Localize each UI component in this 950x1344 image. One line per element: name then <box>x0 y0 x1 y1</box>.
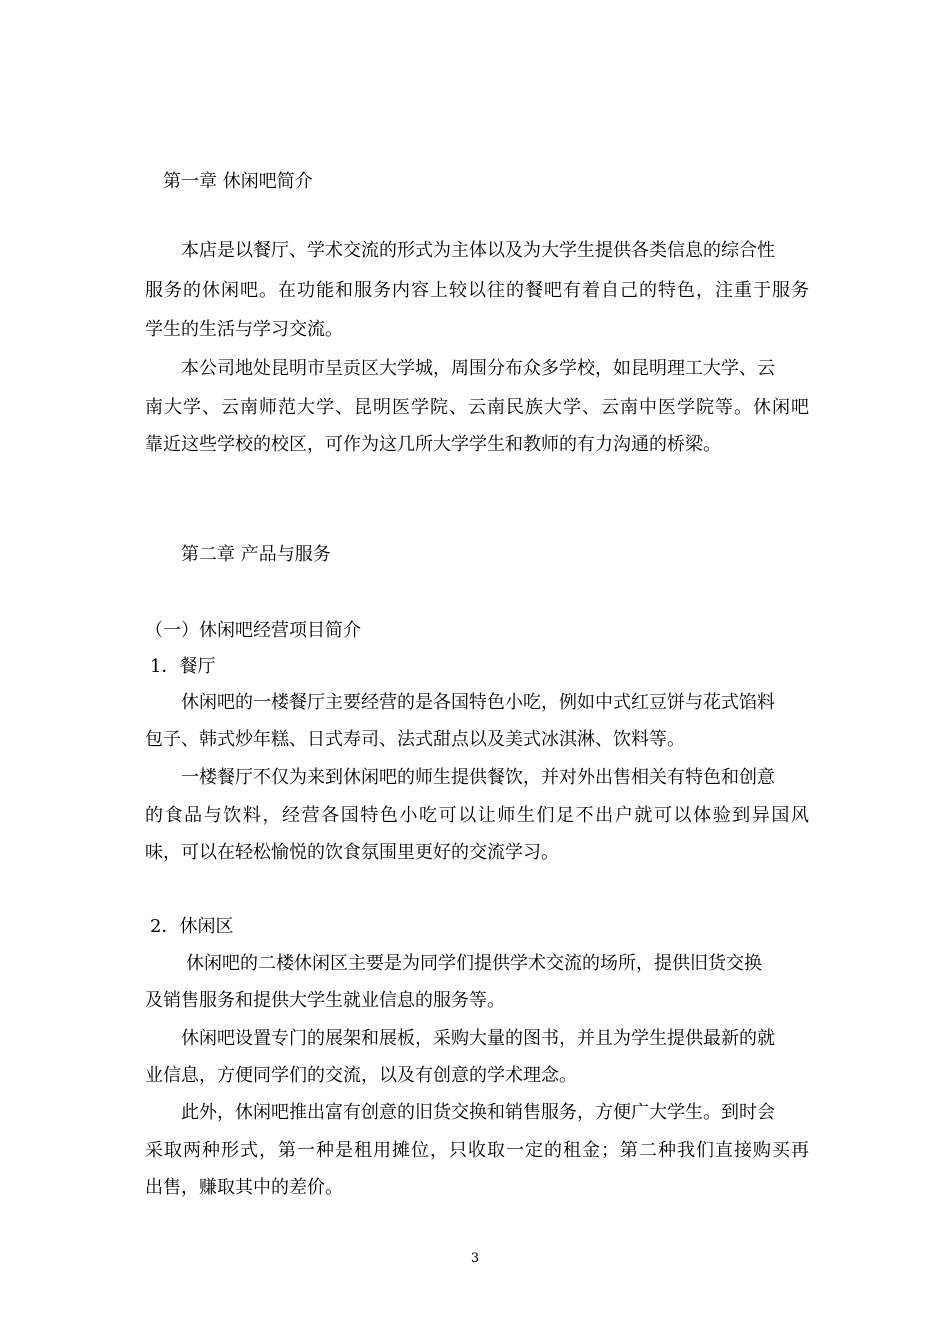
section-heading: （一）休闲吧经营项目简介 <box>145 620 361 641</box>
paragraph-line: 业信息，方便同学们的交流，以及有创意的学术理念。 <box>145 1065 577 1086</box>
paragraph-line: 休闲吧的一楼餐厅主要经营的是各国特色小吃，例如中式红豆饼与花式馅料 <box>181 692 775 713</box>
paragraph-line: 靠近这些学校的校区，可作为这几所大学学生和教师的有力沟通的桥梁。 <box>145 434 721 455</box>
paragraph-line: 休闲吧设置专门的展架和展板，采购大量的图书，并且为学生提供最新的就 <box>181 1028 775 1049</box>
paragraph-line: 本店是以餐厅、学术交流的形式为主体以及为大学生提供各类信息的综合性 <box>181 240 775 261</box>
item-heading: 1．餐厅 <box>150 656 216 677</box>
paragraph-line: 本公司地处昆明市呈贡区大学城，周围分布众多学校，如昆明理工大学、云 <box>181 358 775 379</box>
chapter1-title: 第一章 休闲吧简介 <box>163 171 313 192</box>
paragraph-line: 南大学、云南师范大学、昆明医学院、云南民族大学、云南中医学院等。休闲吧 <box>145 397 809 418</box>
paragraph-line: 休闲吧的二楼休闲区主要是为同学们提供学术交流的场所，提供旧货交换 <box>186 953 762 974</box>
paragraph-line: 此外，休闲吧推出富有创意的旧货交换和销售服务，方便广大学生。到时会 <box>181 1102 775 1123</box>
paragraph-line: 味，可以在轻松愉悦的饮食氛围里更好的交流学习。 <box>145 842 559 863</box>
paragraph-line: 包子、韩式炒年糕、日式寿司、法式甜点以及美式冰淇淋、饮料等。 <box>145 729 685 750</box>
paragraph-line: 及销售服务和提供大学生就业信息的服务等。 <box>145 990 505 1011</box>
chapter2-title: 第二章 产品与服务 <box>181 544 331 565</box>
paragraph-line: 一楼餐厅不仅为来到休闲吧的师生提供餐饮，并对外出售相关有特色和创意 <box>181 767 775 788</box>
item-heading: 2．休闲区 <box>150 916 234 937</box>
paragraph-line: 出售，赚取其中的差价。 <box>145 1177 343 1198</box>
paragraph-line: 服务的休闲吧。在功能和服务内容上较以往的餐吧有着自己的特色，注重于服务 <box>145 280 809 301</box>
paragraph-line: 的食品与饮料，经营各国特色小吃可以让师生们足不出户就可以体验到异国风 <box>145 805 809 826</box>
paragraph-line: 采取两种形式，第一种是租用摊位，只收取一定的租金；第二种我们直接购买再 <box>145 1140 809 1161</box>
page-number: 3 <box>470 1251 480 1266</box>
paragraph-line: 学生的生活与学习交流。 <box>145 319 343 340</box>
